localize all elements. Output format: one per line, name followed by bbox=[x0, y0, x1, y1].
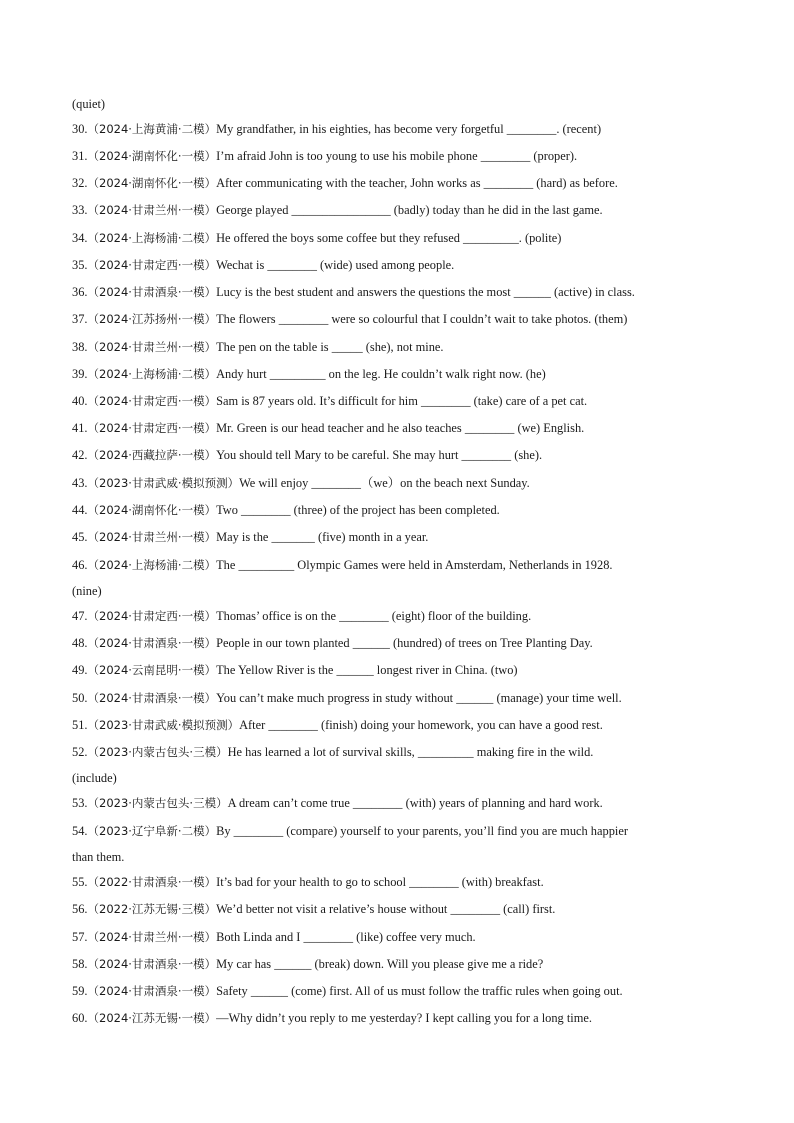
question-item bbox=[72, 956, 732, 972]
question-text: Andy hurt _________ on the leg. He couldn’t walk right now. (he) bbox=[216, 367, 546, 381]
question-text: It’s bad for your health to go to school ________ (with) breakfast. bbox=[216, 875, 544, 889]
question-text: The pen on the table is _____ (she), not mine. bbox=[216, 340, 444, 354]
question-source: （2024·甘肃兰州·一模） bbox=[87, 340, 217, 354]
question-text: After communicating with the teacher, John works as ________ (hard) as before. bbox=[216, 176, 618, 190]
question-source: （2024·甘肃定西·一模） bbox=[87, 609, 217, 623]
question-source: （2024·云南昆明·一模） bbox=[87, 663, 217, 677]
question-text: Sam is 87 years old. It’s difficult for him ________ (take) care of a pet cat. bbox=[216, 394, 588, 408]
question-number: 31. bbox=[72, 149, 88, 163]
question-number: 45. bbox=[72, 530, 88, 544]
question-number: 32. bbox=[72, 176, 88, 190]
question-source: （2024·甘肃定西·一模） bbox=[87, 421, 217, 435]
question-text: You should tell Mary to be careful. She may hurt ________ (she). bbox=[216, 448, 543, 462]
question-item bbox=[72, 257, 732, 273]
question-text: My car has ______ (break) down. Will you please give me a ride? bbox=[216, 957, 544, 971]
question-text: You can’t make much progress in study without ______ (manage) your time well. bbox=[216, 691, 622, 705]
question-text: By ________ (compare) yourself to your parents, you’ll find you are much happier bbox=[216, 824, 628, 838]
question-number: 43. bbox=[72, 476, 88, 490]
question-text: I’m afraid John is too young to use his mobile phone ________ (proper). bbox=[216, 149, 578, 163]
question-text: Thomas’ office is on the ________ (eight) floor of the building. bbox=[216, 609, 532, 623]
question-item bbox=[72, 148, 732, 164]
question-number: 48. bbox=[72, 636, 88, 650]
question-text: Mr. Green is our head teacher and he also teaches ________ (we) English. bbox=[216, 421, 585, 435]
question-source: （2024·湖南怀化·一模） bbox=[87, 176, 217, 190]
question-text: We’d better not visit a relative’s house without ________ (call) first. bbox=[216, 902, 556, 916]
question-source: （2024·甘肃兰州·一模） bbox=[87, 530, 217, 544]
question-number: 34. bbox=[72, 231, 88, 245]
question-item bbox=[72, 744, 732, 760]
question-item bbox=[72, 339, 732, 355]
question-source: （2023·内蒙古包头·三模） bbox=[87, 796, 228, 810]
question-source: （2024·湖南怀化·一模） bbox=[87, 503, 217, 517]
question-source: （2024·西藏拉萨·一模） bbox=[87, 448, 217, 462]
question-number: 51. bbox=[72, 718, 88, 732]
question-text: My grandfather, in his eighties, has become very forgetful ________. (recent) bbox=[216, 122, 602, 136]
question-number: 42. bbox=[72, 448, 88, 462]
question-number: 53. bbox=[72, 796, 88, 810]
question-source: （2024·甘肃酒泉·一模） bbox=[87, 984, 217, 998]
question-text: Two ________ (three) of the project has been completed. bbox=[216, 503, 500, 517]
question-item bbox=[72, 121, 732, 137]
question-item bbox=[72, 823, 732, 839]
question-source: （2024·湖南怀化·一模） bbox=[87, 149, 217, 163]
question-number: 41. bbox=[72, 421, 88, 435]
question-source: （2024·江苏扬州·一模） bbox=[87, 312, 217, 326]
question-source: （2024·甘肃定西·一模） bbox=[87, 394, 217, 408]
question-source: （2024·甘肃酒泉·一模） bbox=[87, 957, 217, 971]
question-source: （2024·甘肃酒泉·一模） bbox=[87, 285, 217, 299]
question-text: May is the _______ (five) month in a year. bbox=[216, 530, 429, 544]
question-number: 59. bbox=[72, 984, 88, 998]
question-text: Both Linda and I ________ (like) coffee very much. bbox=[216, 930, 476, 944]
question-number: 49. bbox=[72, 663, 88, 677]
question-number: 47. bbox=[72, 609, 88, 623]
question-item bbox=[72, 366, 732, 382]
question-source: （2024·甘肃定西·一模） bbox=[87, 258, 217, 272]
question-item bbox=[72, 311, 732, 327]
question-text: The Yellow River is the ______ longest river in China. (two) bbox=[216, 663, 518, 677]
question-number: 50. bbox=[72, 691, 88, 705]
question-item bbox=[72, 901, 732, 917]
continuation-line: (quiet) bbox=[72, 97, 106, 111]
question-item bbox=[72, 529, 732, 545]
question-item bbox=[72, 557, 732, 573]
question-source: （2022·甘肃酒泉·一模） bbox=[87, 875, 217, 889]
question-number: 33. bbox=[72, 203, 88, 217]
question-number: 35. bbox=[72, 258, 88, 272]
question-number: 39. bbox=[72, 367, 88, 381]
question-item bbox=[72, 230, 732, 246]
question-source: （2024·上海黄浦·二模） bbox=[87, 122, 217, 136]
question-number: 54. bbox=[72, 824, 88, 838]
question-item bbox=[72, 420, 732, 436]
question-item bbox=[72, 608, 732, 624]
question-item bbox=[72, 929, 732, 945]
question-source: （2024·上海杨浦·二模） bbox=[87, 367, 217, 381]
question-text: The flowers ________ were so colourful that I couldn’t wait to take photos. (them) bbox=[216, 312, 628, 326]
question-number: 52. bbox=[72, 745, 88, 759]
question-source: （2024·上海杨浦·二模） bbox=[87, 231, 217, 245]
question-source: （2022·江苏无锡·三模） bbox=[87, 902, 217, 916]
question-text: We will enjoy ________（we）on the beach next Sunday. bbox=[239, 476, 530, 490]
question-number: 37. bbox=[72, 312, 88, 326]
question-text: The _________ Olympic Games were held in Amsterdam, Netherlands in 1928. bbox=[216, 558, 613, 572]
question-text: A dream can’t come true ________ (with) years of planning and hard work. bbox=[227, 796, 603, 810]
question-number: 60. bbox=[72, 1011, 88, 1025]
question-source: （2024·江苏无锡·一模） bbox=[87, 1011, 217, 1025]
question-item bbox=[72, 983, 732, 999]
question-text: People in our town planted ______ (hundred) of trees on Tree Planting Day. bbox=[216, 636, 593, 650]
continuation-line: (nine) bbox=[72, 584, 102, 598]
question-text: —Why didn’t you reply to me yesterday? I kept calling you for a long time. bbox=[216, 1011, 592, 1025]
question-text: He offered the boys some coffee but they refused _________. (polite) bbox=[216, 231, 562, 245]
question-source: （2023·甘肃武威·模拟预测） bbox=[87, 718, 240, 732]
question-item bbox=[72, 717, 732, 733]
question-source: （2024·甘肃酒泉·一模） bbox=[87, 636, 217, 650]
question-item bbox=[72, 393, 732, 409]
question-number: 57. bbox=[72, 930, 88, 944]
question-source: （2024·甘肃兰州·一模） bbox=[87, 930, 217, 944]
question-item bbox=[72, 795, 732, 811]
question-text: He has learned a lot of survival skills, _________ making fire in the wild. bbox=[227, 745, 594, 759]
question-number: 38. bbox=[72, 340, 88, 354]
question-item bbox=[72, 690, 732, 706]
continuation-line: than them. bbox=[72, 850, 125, 864]
question-item bbox=[72, 202, 732, 218]
question-number: 46. bbox=[72, 558, 88, 572]
question-source: （2023·内蒙古包头·三模） bbox=[87, 745, 228, 759]
question-number: 58. bbox=[72, 957, 88, 971]
question-text: George played ________________ (badly) today than he did in the last game. bbox=[216, 203, 603, 217]
question-text: After ________ (finish) doing your homework, you can have a good rest. bbox=[239, 718, 603, 732]
question-item bbox=[72, 874, 732, 890]
question-number: 36. bbox=[72, 285, 88, 299]
question-item bbox=[72, 447, 732, 463]
question-text: Lucy is the best student and answers the questions the most ______ (active) in class. bbox=[216, 285, 635, 299]
question-source: （2024·上海杨浦·二模） bbox=[87, 558, 217, 572]
question-source: （2024·甘肃兰州·一模） bbox=[87, 203, 217, 217]
question-item bbox=[72, 662, 732, 678]
question-number: 55. bbox=[72, 875, 88, 889]
question-text: Safety ______ (come) first. All of us must follow the traffic rules when going out. bbox=[216, 984, 623, 998]
question-item bbox=[72, 475, 732, 491]
question-source: （2023·辽宁阜新·二模） bbox=[87, 824, 217, 838]
question-source: （2023·甘肃武威·模拟预测） bbox=[87, 476, 240, 490]
question-text: Wechat is ________ (wide) used among people. bbox=[216, 258, 455, 272]
question-number: 44. bbox=[72, 503, 88, 517]
question-number: 40. bbox=[72, 394, 88, 408]
question-item bbox=[72, 175, 732, 191]
question-number: 56. bbox=[72, 902, 88, 916]
question-number: 30. bbox=[72, 122, 88, 136]
question-item bbox=[72, 1010, 732, 1026]
question-item bbox=[72, 502, 732, 518]
question-item bbox=[72, 635, 732, 651]
continuation-line: (include) bbox=[72, 771, 117, 785]
question-item bbox=[72, 284, 732, 300]
question-source: （2024·甘肃酒泉·一模） bbox=[87, 691, 217, 705]
